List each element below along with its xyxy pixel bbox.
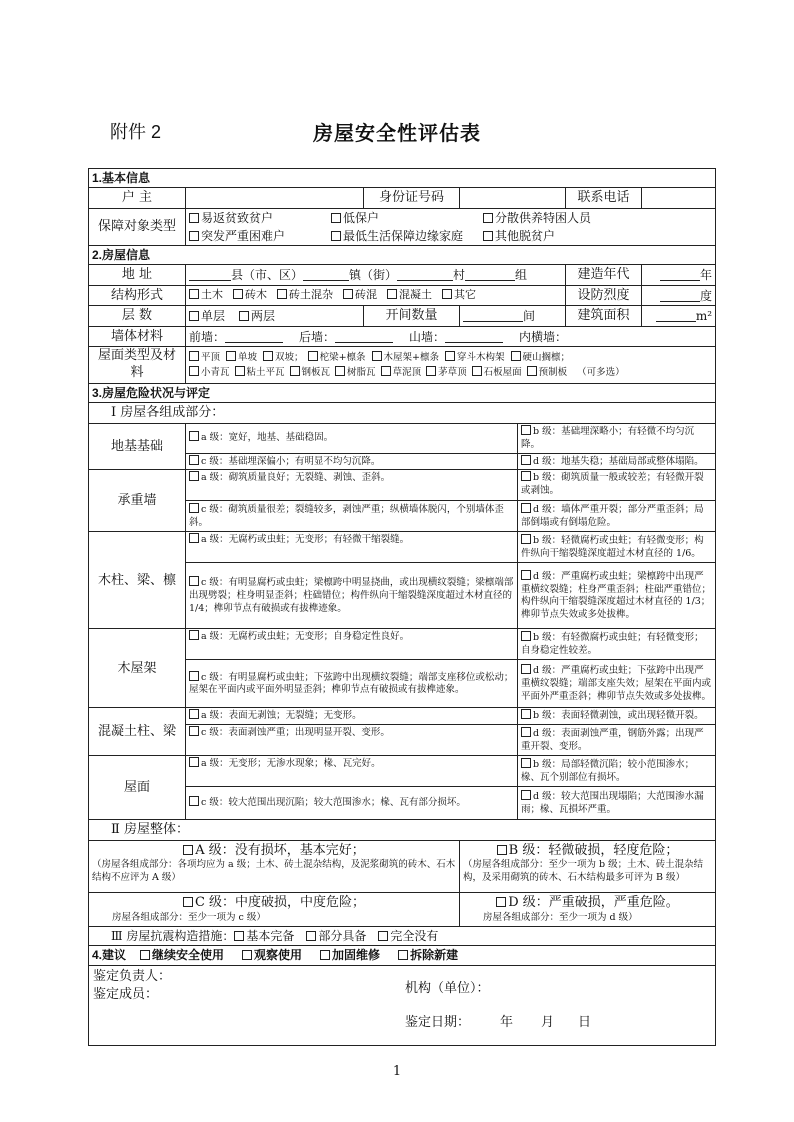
checkbox-icon [521, 455, 531, 465]
grade-b-option[interactable]: b 级：局部轻微沉陷；较小范围渗水；椽、瓦个别部位有损坏。 [518, 756, 716, 787]
checkbox-option[interactable]: 观察使用 [242, 948, 302, 962]
checkbox-icon [189, 576, 199, 586]
checkbox-icon [381, 366, 391, 376]
checkbox-icon [306, 931, 316, 941]
sub-overall: Ⅱ 房屋整体： [89, 820, 716, 841]
page-title: 房屋安全性评估表 [313, 121, 481, 145]
grade-d-option[interactable]: d 级：严重腐朽或虫蛀；下弦跨中出现严重横纹裂缝；端部支座失效；屋架在平面内或平面外严重歪斜；榫卯节点失效或多处拔榫。 [518, 660, 716, 708]
floor-options [186, 306, 364, 327]
checkbox-icon [521, 727, 531, 737]
owner-value[interactable] [186, 188, 364, 209]
section-danger: 3.房屋危险状况与评定 [89, 384, 716, 403]
checkbox-option[interactable]: 最低生活保障边缘家庭 [331, 228, 483, 244]
id-number-value[interactable] [460, 188, 566, 209]
checkbox-icon [497, 845, 507, 855]
component-name: 承重墙 [89, 470, 186, 532]
checkbox-option[interactable]: 砖土混杂 [277, 288, 333, 301]
checkbox-icon [331, 231, 341, 241]
checkbox-icon [189, 796, 199, 806]
checkbox-icon [483, 213, 493, 223]
checkbox-icon [521, 471, 531, 481]
checkbox-option[interactable]: 硬山搁檩； [511, 352, 571, 363]
checkbox-option[interactable]: 预制板 [527, 367, 568, 378]
checkbox-option[interactable]: 低保户 [331, 210, 483, 226]
phone-label: 联系电话 [566, 188, 642, 209]
checkbox-icon [189, 709, 199, 719]
checkbox-icon [335, 366, 345, 376]
checkbox-icon [183, 845, 193, 855]
checkbox-option[interactable]: 砖混 [343, 288, 377, 301]
wall-values[interactable]: 前墙： 后墙： 山墙： 内横墙： [186, 326, 716, 347]
section-house: 2.房屋信息 [89, 246, 716, 265]
grade-c-option[interactable]: c 级：有明显腐朽或虫蛀；梁檩跨中明显挠曲，或出现横纹裂缝；梁檩端部出现劈裂；柱身明显歪斜；柱础错位；构件纵向干缩裂缝深度超过木材直径的 1/4；榫卯节点有破损或有拔榫迹象。 [186, 563, 518, 629]
checkbox-icon [521, 570, 531, 580]
checkbox-option[interactable]: 加固维修 [320, 948, 380, 962]
checkbox-icon [521, 503, 531, 513]
area-value[interactable]: m² [642, 306, 716, 327]
grade-d-option[interactable]: d 级：地基失稳；基础局部或整体塌陷。 [518, 453, 716, 470]
sub-components: Ⅰ 房屋各组成部分： [89, 403, 716, 424]
grade-b-option[interactable]: b 级：轻微腐朽或虫蛀；有轻微变形；构件纵向干缩裂缝深度超过木材直径的 1/6。 [518, 532, 716, 563]
checkbox-icon [189, 533, 199, 543]
checkbox-icon [189, 503, 199, 513]
checkbox-icon [189, 671, 199, 681]
checkbox-icon [239, 311, 249, 321]
grade-b-option[interactable]: b 级：基础埋深略小；有轻微不均匀沉降。 [518, 424, 716, 454]
component-name: 地基基础 [89, 424, 186, 470]
grade-c-option[interactable]: c 级：基础埋深偏小；有明显不均匀沉降。 [186, 453, 518, 470]
roof-options: 平顶 单坡 双坡； 柁梁+檩条 木屋架+檩条 穿斗木构架 硬山搁檩； 小青瓦 粘土平瓦 钢板瓦 树脂瓦 草泥顶 茅草顶 石板屋面 预制板 （可多选） [186, 347, 716, 384]
checkbox-icon [331, 213, 341, 223]
checkbox-option[interactable]: 拆除新建 [398, 948, 458, 962]
grade-d-option[interactable]: d 级：墙体严重开裂；部分严重歪斜；局部倒塌或有倒塌危险。 [518, 501, 716, 532]
grade-b-option[interactable]: b 级：有轻微腐朽或虫蛀；有轻微变形；自身稳定性较差。 [518, 629, 716, 660]
checkbox-icon [189, 213, 199, 223]
signoff-block [89, 965, 716, 1045]
checkbox-icon [263, 351, 273, 361]
checkbox-option[interactable]: 茅草顶 [426, 367, 467, 378]
grade-d-option[interactable]: d 级：严重腐朽或虫蛀；梁檩跨中出现严重横纹裂缝；柱身严重歪斜；柱础严重错位；构件纵向干缩裂缝深度超过木材直径的 1/3；榫卯节点失效或多处拔榫。 [518, 563, 716, 629]
checkbox-icon [290, 366, 300, 376]
wall-label: 墙体材料 [89, 326, 186, 347]
address-label: 地 址 [89, 265, 186, 286]
checkbox-icon [189, 757, 199, 767]
checkbox-icon [233, 289, 243, 299]
org-label: 机构（单位）： [405, 980, 490, 996]
grade-d-option[interactable]: d 级：较大范围出现塌陷；大范围渗水漏雨；椽、瓦損坏严重。 [518, 787, 716, 820]
checkbox-option[interactable]: 两层 [239, 309, 275, 323]
checkbox-option[interactable]: 完全没有 [378, 929, 438, 943]
checkbox-icon [378, 931, 388, 941]
overall-grade-d[interactable]: D 级：严重破损，严重危险。 房屋各组成部分：至少一项为 d 级） [460, 892, 716, 926]
seismic-label: 设防烈度 [566, 285, 642, 306]
checkbox-icon [277, 289, 287, 299]
grade-a-option[interactable]: a 级：宽好，地基、基础稳固。 [186, 424, 518, 454]
grade-a-option[interactable]: a 级：无腐朽或虫蛀；无变形；有轻微干缩裂缝。 [186, 532, 518, 563]
checkbox-icon [189, 630, 199, 640]
checkbox-option[interactable]: 木屋架+檩条 [372, 352, 439, 363]
date-row: 鉴定日期： 年 月 日 [405, 1014, 592, 1030]
seismic-value[interactable]: 度 [642, 285, 716, 306]
component-name: 屋面 [89, 756, 186, 820]
checkbox-option[interactable]: 柁梁+檩条 [308, 352, 366, 363]
grade-c-option[interactable]: c 级：表面剥蚀严重；出现明显开裂、变形。 [186, 725, 518, 756]
component-name: 木屋架 [89, 629, 186, 708]
checkbox-option[interactable]: 其它 [442, 288, 476, 301]
owner-label: 户 主 [89, 188, 186, 209]
checkbox-icon [234, 931, 244, 941]
built-year-label: 建造年代 [566, 265, 642, 286]
floors-label: 层 数 [89, 306, 186, 327]
checkbox-icon [189, 471, 199, 481]
page-number: 1 [392, 1064, 402, 1079]
bays-label: 开间数量 [364, 306, 460, 327]
checkbox-option[interactable]: 分散供养特困人员 [483, 210, 591, 226]
grade-a-option[interactable]: a 级：表面无剥蚀；无裂缝；无变形。 [186, 708, 518, 725]
target-type-label: 保障对象类型 [89, 208, 186, 245]
checkbox-icon [521, 425, 531, 435]
checkbox-option[interactable]: 双坡 [263, 352, 294, 363]
checkbox-option[interactable]: 粘土平瓦 [235, 367, 285, 378]
checkbox-icon [398, 950, 408, 960]
checkbox-icon [527, 366, 537, 376]
phone-value[interactable] [642, 188, 716, 209]
area-label: 建筑面积 [566, 306, 642, 327]
grade-c-option[interactable]: c 级：较大范围出现沉陷；较大范围渗水；椽、瓦有部分损坏。 [186, 787, 518, 820]
grade-b-option[interactable]: b 级：砌筑质量一般或较差；有轻微开裂或剥蚀。 [518, 470, 716, 501]
section-advice: 4.建议 继续安全使用 观察使用 加固维修 拆除新建 [89, 945, 716, 965]
checkbox-option[interactable]: 草泥顶 [381, 367, 422, 378]
checkbox-option[interactable]: 易返贫致贫户 [189, 210, 331, 226]
grade-a-option[interactable]: a 级：无变形；无渗水现象；椽、瓦完好。 [186, 756, 518, 787]
checkbox-icon [521, 534, 531, 544]
attachment-label: 附件 2 [110, 122, 162, 142]
checkbox-icon [308, 351, 318, 361]
checkbox-option[interactable]: 小青瓦 [189, 367, 230, 378]
checkbox-icon [140, 950, 150, 960]
checkbox-option[interactable]: 土木 [189, 288, 223, 301]
assessment-form [88, 168, 716, 1046]
built-year-value[interactable]: 年 [642, 265, 716, 286]
section-basic: 1.基本信息 [89, 169, 716, 188]
grade-a-option[interactable]: a 级：无腐朽或虫蛀；无变形；自身稳定性良好。 [186, 629, 518, 660]
checkbox-icon [472, 366, 482, 376]
grade-d-option[interactable]: d 级：表面剥蚀严重，钢筋外露；出现严重开裂、变形。 [518, 725, 716, 756]
checkbox-icon [320, 950, 330, 960]
checkbox-icon [242, 950, 252, 960]
checkbox-option[interactable]: 混凝土 [387, 288, 432, 301]
grade-a-option[interactable]: a 级：砌筑质量良好；无裂缝、剥蚀、歪斜。 [186, 470, 518, 501]
structure-label: 结构形式 [89, 285, 186, 306]
roof-label: 屋面类型及材料 [89, 347, 186, 384]
checkbox-icon [442, 289, 452, 299]
checkbox-icon [483, 231, 493, 241]
id-number-label: 身份证号码 [364, 188, 460, 209]
checkbox-icon [511, 351, 521, 361]
checkbox-option[interactable]: 平顶 [189, 352, 220, 363]
checkbox-icon [343, 289, 353, 299]
checkbox-icon [521, 709, 531, 719]
grade-c-option[interactable]: c 级：砌筑质量很差；裂缝较多，剥蚀严重；纵横墙体脱闪，个别墙体歪斜。 [186, 501, 518, 532]
checkbox-option[interactable]: 单层 [189, 309, 225, 323]
bays-value[interactable]: 间 [460, 306, 566, 327]
members-label: 鉴定成员： [93, 986, 159, 1002]
checkbox-icon [183, 897, 193, 907]
checkbox-option[interactable]: 继续安全使用 [140, 948, 224, 962]
checkbox-icon [189, 231, 199, 241]
target-type-options [186, 208, 716, 245]
checkbox-icon [521, 631, 531, 641]
checkbox-option[interactable]: 穿斗木构架 [445, 352, 505, 363]
checkbox-icon [189, 289, 199, 299]
component-name: 混凝土柱、梁 [89, 708, 186, 756]
checkbox-option[interactable]: 钢板瓦 [290, 367, 331, 378]
checkbox-icon [496, 897, 506, 907]
checkbox-option[interactable]: 基本完备 [234, 929, 294, 943]
checkbox-option[interactable]: 砖木 [233, 288, 267, 301]
checkbox-option[interactable]: 部分具备 [306, 929, 366, 943]
checkbox-icon [387, 289, 397, 299]
checkbox-icon [189, 311, 199, 321]
grade-c-option[interactable]: c 级：有明显腐朽或虫蛀；下弦跨中出现横纹裂缝；端部支座移位或松动；屋架在平面内或平面外明显歪斜；榫卯节点有破损或有拔榫迹象。 [186, 660, 518, 708]
checkbox-option[interactable]: 单坡 [226, 352, 257, 363]
component-name: 木柱、梁、檩 [89, 532, 186, 629]
checkbox-icon [226, 351, 236, 361]
checkbox-icon [445, 351, 455, 361]
checkbox-icon [521, 664, 531, 674]
checkbox-icon [521, 758, 531, 768]
leader-label: 鉴定负责人： [93, 968, 172, 984]
checkbox-icon [426, 366, 436, 376]
checkbox-icon [235, 366, 245, 376]
checkbox-icon [189, 455, 199, 465]
address-value[interactable]: 县（市、区） 镇（街） 村 组 [186, 265, 566, 286]
overall-grade-a[interactable]: A 级：没有损坏，基本完好； （房屋各组成部分：各项均应为 a 级；土木、砖土混杂结构，及泥浆砌筑的砖木、石木结构不应评为 A 级） [89, 840, 460, 892]
structure-options [186, 285, 566, 306]
overall-grade-c[interactable]: C 级：中度破损，中度危险； 房屋各组成部分：至少一项为 c 级） [89, 892, 460, 926]
checkbox-icon [189, 366, 199, 376]
checkbox-option[interactable]: 石板屋面 [472, 367, 522, 378]
checkbox-icon [189, 431, 199, 441]
checkbox-option[interactable]: 突发严重困难户 [189, 228, 331, 244]
checkbox-icon [189, 726, 199, 736]
checkbox-icon [372, 351, 382, 361]
checkbox-icon [189, 351, 199, 361]
checkbox-icon [521, 790, 531, 800]
seismic-measures: Ⅲ 房屋抗震构造措施： 基本完备 部分具备 完全没有 [89, 926, 716, 945]
checkbox-option[interactable]: 树脂瓦 [335, 367, 376, 378]
overall-grade-b[interactable]: B 级：轻微破损，轻度危险； （房屋各组成部分：至少一项为 b 级；土木、砖土混杂结构，及采用砌筑的砖木、石木结构最多可评为 B 级） [460, 840, 716, 892]
grade-b-option[interactable]: b 级：表面轻微剥蚀，或出现轻微开裂。 [518, 708, 716, 725]
checkbox-option[interactable]: 其他脱贫户 [483, 228, 555, 244]
